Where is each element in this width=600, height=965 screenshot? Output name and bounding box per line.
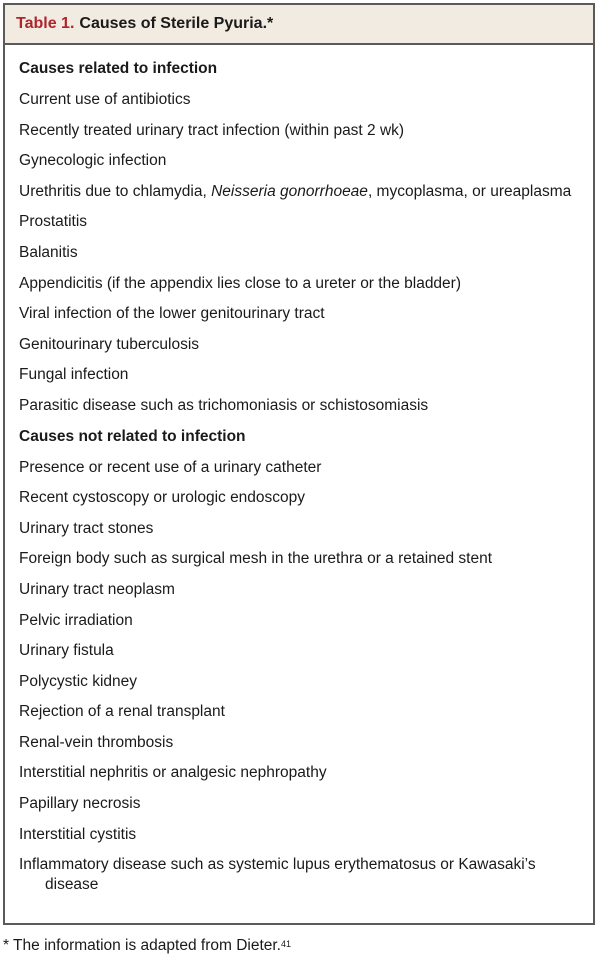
- table-body: [5, 45, 593, 895]
- table-title: Causes of Sterile Pyuria.*: [79, 15, 274, 32]
- list-item: Polycystic kidney: [19, 672, 138, 690]
- list-item: Gynecologic infection: [19, 152, 167, 170]
- list-item: Urinary tract neoplasm: [19, 580, 175, 598]
- list-item: Foreign body such as surgical mesh in the urethra or a retained stent: [19, 550, 493, 568]
- list-item: Fungal infection: [19, 366, 129, 384]
- footnote: [3, 936, 291, 956]
- list-item: Urinary fistula: [19, 642, 114, 660]
- list-item: Papillary necrosis: [19, 795, 141, 813]
- list-item: Rejection of a renal transplant: [19, 703, 225, 721]
- list-item: Pelvic irradiation: [19, 611, 133, 629]
- list-item: Interstitial cystitis: [19, 825, 137, 843]
- list-item: Recent cystoscopy or urologic endoscopy: [19, 489, 306, 507]
- item-text: , mycoplasma, or ureaplasma: [367, 182, 572, 200]
- section-heading: Causes not related to infection: [19, 427, 246, 445]
- list-item: Viral infection of the lower genitourinary tract: [19, 305, 325, 323]
- footnote-reference: 41: [281, 939, 292, 949]
- list-item: Appendicitis (if the appendix lies close to a ureter or the bladder): [19, 274, 461, 292]
- list-item: Parasitic disease such as trichomoniasis or schistosomiasis: [19, 396, 429, 414]
- list-item: Recently treated urinary tract infection (within past 2 wk): [19, 121, 405, 139]
- list-item: Renal-vein thrombosis: [19, 733, 174, 751]
- list-item: [19, 182, 581, 202]
- list-item: Inflammatory disease such as systemic lupus erythematosus or Kawasaki’s disease: [19, 856, 536, 894]
- list-item: Prostatitis: [19, 213, 88, 231]
- section-heading: Causes related to infection: [19, 60, 218, 77]
- list-item: Genitourinary tuberculosis: [19, 335, 200, 353]
- table-header: [5, 5, 593, 45]
- list-item: Presence or recent use of a urinary catheter: [19, 458, 322, 476]
- list-item: Balanitis: [19, 243, 78, 261]
- footnote-text: * The information is adapted from Dieter.: [3, 937, 281, 954]
- table-label: Table 1.: [16, 15, 75, 32]
- item-italic-text: Neisseria gonorrhoeae: [211, 182, 368, 200]
- table-1: [3, 3, 595, 925]
- list-item: Current use of antibiotics: [19, 91, 191, 108]
- list-item: Interstitial nephritis or analgesic nephropathy: [19, 764, 327, 782]
- item-text: Urethritis due to chlamydia,: [19, 182, 212, 200]
- list-item: Urinary tract stones: [19, 519, 154, 537]
